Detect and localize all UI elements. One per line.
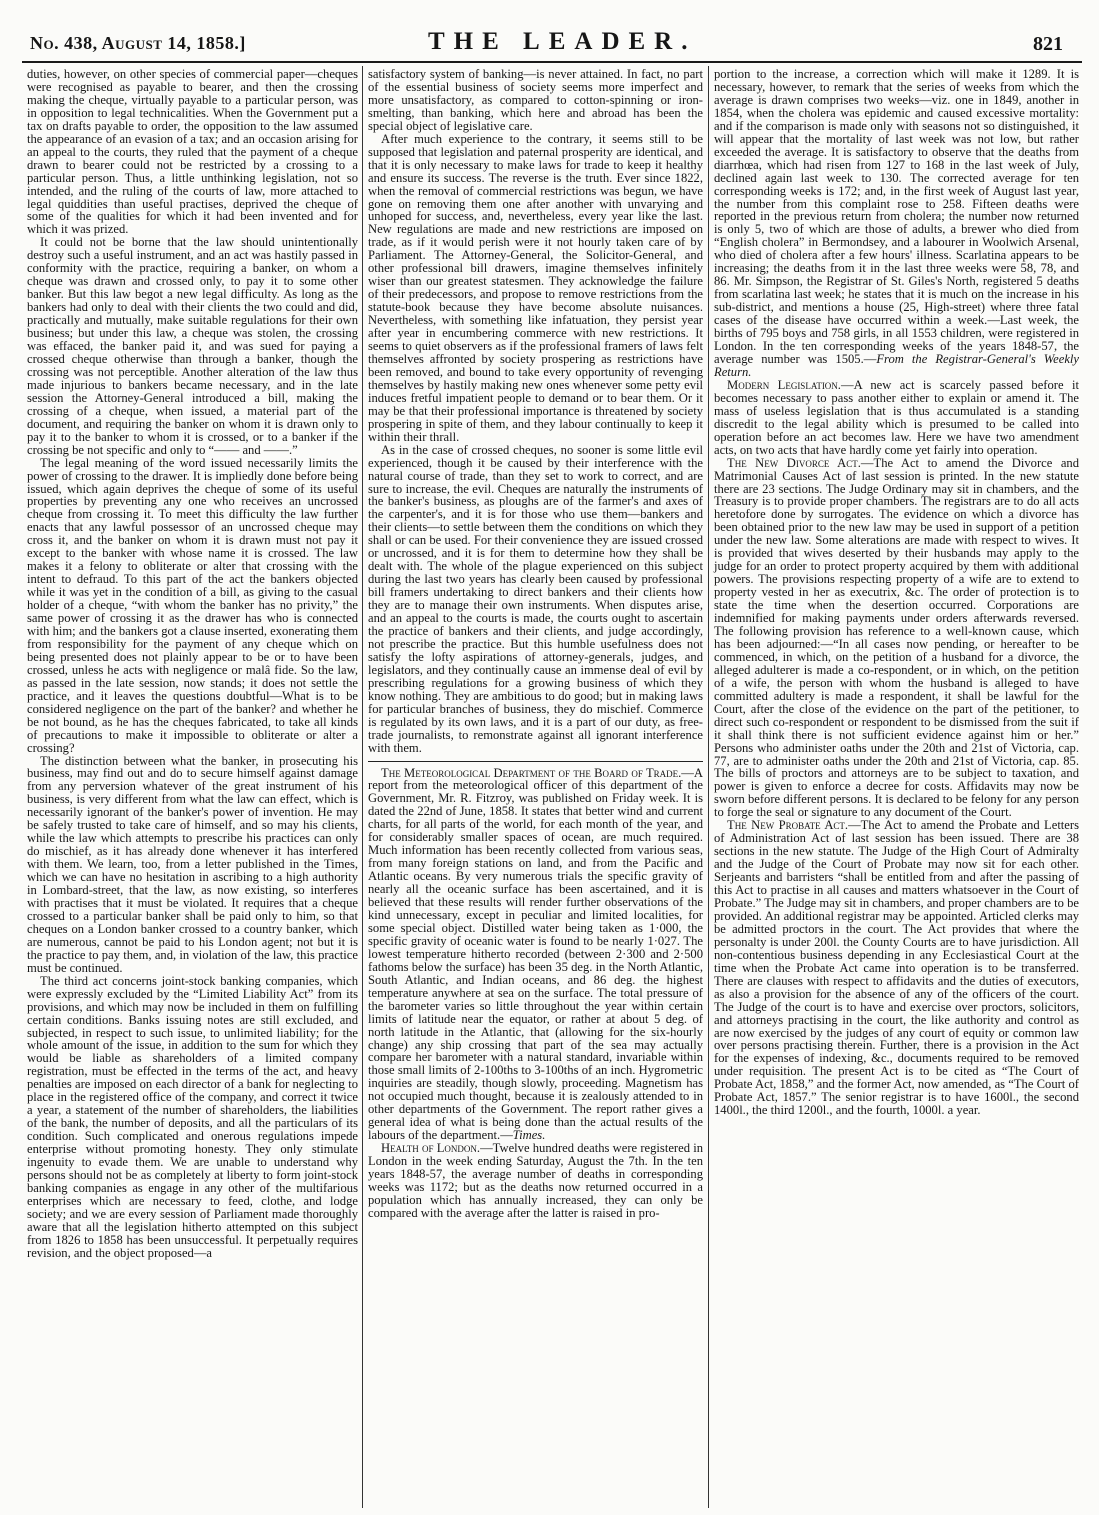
paragraph-body: —A report from the meteorological officer of this department of the Government, Mr. R. Fitzroy, was published on Friday week. It is dated the 22nd of June, 1858. It states that better wind and current charts, for all parts of the world, for each month of the year, and for considerably smaller spaces of ocean, are much required. Much information has been recently collected from various seas, from many foreign stations on land, and from the Pacific and Atlantic oceans. By very numerous trials the specific gravity of nearly all the oceanic surface has been ascertained, and it is believed that these results will render further observations of the kind unnecessary, except in peculiar and limited localities, for some special object. Distilled water being taken as 1·000, the specific gravity of oceanic water is found to be nearly 1·027. The lowest temperature hitherto recorded (between 2·300 and 2·500 fathoms below the surface) has been 35 deg. in the North Atlantic, South Atlantic, and Indian oceans, and 86 deg. the highest temperature anywhere at sea on the surface. The total pressure of the barometer varies so little throughout the year within certain limits of latitude near the equator, or rather at about 5 deg. of north latitude in the Atlantic, that (allowing for the six-hourly change) any ship crossing that part of the sea may actually compare her barometer with a natural standard, invariable within those small limits of 2-100ths to 3-100ths of an inch. Hygrometric inquiries are steadily, though slowly, proceeding. Magnetism has not occupied much thought, because it is zealously attended to in other departments of the Government. The report rather gives a general idea of what is being done than the actual results of the labours of the department.— [368, 765, 703, 1143]
paragraph-heading: The New Probate Act. [727, 818, 849, 833]
column-divider-1 [362, 66, 363, 1508]
header-rule [22, 61, 1082, 63]
meteorological-paragraph [368, 767, 703, 1143]
article-paragraph: It could not be borne that the law should unintentionally destroy such a useful instrument, and an act was hastily passed in conformity with the practice, requiring a banker, on whom a cheque was drawn and crossed only, to pay it to some other banker. But this law begot a new legal difficulty. As long as the bankers had only to deal with their clients the two could and did, practically and mutually, make suitable regulations for their own business; but under this law, a cheque was stolen, the crossing was effaced, the banker paid it, and was sued for paying a crossed cheque otherwise than through a banker, though the crossing was not perceptible. Another alteration of the law thus made injurious to bankers became necessary, and in the late session the Attorney-General introduced a bill, making the crossing of a cheque, when issued, a material part of the document, and requiring the banker on whom it is drawn only to pay it to the banker to whom it is crossed, or to a banker if the crossing be not specific and only to “—— and ——.” [27, 235, 358, 457]
paragraph-heading: Health of London. [381, 1141, 481, 1156]
column-1 [27, 68, 358, 1260]
column-2 [368, 68, 703, 1220]
paragraph-body: —The Act to amend the Probate and Letters of Administration Act of last session has been issued. There are 38 sections in the new statute. The Judge of the High Court of Admiralty and the Judge of the Court of Probate may now sit for each other. Serjeants and barristers “shall be entitled from and after the passing of this Act to practise in all causes and matters whatsoever in the Court of Probate.” The Judge may sit in chambers, and proper chambers are to be provided. An additional registrar may be appointed. Articled clerks may be admitted proctors in the court. The Act provides that where the personalty is under 200l. the County Courts are to have jurisdiction. All non-contentious business depending in any Ecclesiastical Court at the time when the Probate Act came into operation is to be transferred. There are clauses with respect to affidavits and the duties of executors, as also a provision for the absence of any of the officers of the court. The Judge of the court is to have and exercise over proctors, solicitors, and attorneys practising in the court, the like authority and control as are now exercised by the judges of any court of equity or common law over persons practising therein. Further, there is a provision in the Act for the expenses of indexing, &c., documents required to be removed under requisition. The present Act is to be cited as “The Court of Probate Act, 1858,” and the former Act, now amended, as “The Court of Probate Act, 1857.” The senior registrar is to have 1600l., the second 1400l., the third 1200l., and the fourth, 1000l. a year. [714, 818, 1079, 1118]
article-paragraph: The third act concerns joint-stock banking companies, which were expressly excluded by the “Limited Liability Act” from its provisions, and which may now be included in them on fulfilling certain conditions. Banks issuing notes are still excluded, and subjected, in respect to such issue, to unlimited liability; for the whole amount of the issue, in addition to the sum for which they would be liable as shareholders of a limited company registration, must be effected in the terms of the act, and heavy penalties are imposed on each director of a bank for neglecting to place in the registered office of the company, and correct it twice a year, a statement of the number of shareholders, the liabilities of the bank, the number of deposits, and all the particulars of its condition. Such complicated and onerous regulations impede enterprise without promoting honesty. They only stimulate ingenuity to evade them. We are unable to understand why persons should not be as completely at liberty to form joint-stock banking companies as engage in any other of the multifarious enterprises which are necessary to feed, clothe, and lodge society; and we are every session of Parliament made thoroughly aware that all the legislation hitherto attempted on this subject from 1826 to 1858 has been unsuccessful. It perpetually requires revision, and the object proposed—a [27, 973, 358, 1260]
probate-act-paragraph [714, 819, 1079, 1117]
health-paragraph-continued [714, 68, 1079, 379]
issue-line: No. 438, August 14, 1858.] [30, 33, 246, 53]
article-paragraph: satisfactory system of banking—is never attained. In fact, no part of the essential business of society seems more imperfect and more unsatisfactory, as compared to cotton-spinning or iron-smelting, than banking, which here and abroad has been the special object of legislative care. [368, 67, 703, 133]
divorce-act-paragraph [714, 457, 1079, 820]
paragraph-body: portion to the increase, a correction which will make it 1289. It is necessary, however, to remark that the series of weeks from which the average is drawn comprises two weeks—viz. one in 1849, another in 1854, when the cholera was epidemic and caused excessive mortality: and if the comparison is made only with seasons not so distinguished, it will appear that the mortality of last week was not low, but rather exceeded the average. It is satisfactory to observe that the deaths from diarrhœa, which had risen from 127 to 168 in the last week of July, declined again last week to 130. The corrected average for ten corresponding weeks is 172; and, in the first week of August last year, the number from this complaint rose to 258. Fifteen deaths were reported in the previous return from cholera; the number now returned is only 5, two of which are those of adults, a brewer who died from “English cholera” in Bermondsey, and a labourer in Woolwich Arsenal, who died of cholera after a few hours' illness. Scarlatina appears to be increasing; the deaths from it in the last three weeks were 58, 78, and 86. Mr. Simpson, the Registrar of St. Giles's North, registered 5 deaths from scarlatina last week; he states that it is much on the increase in his sub-district, and mentions a house (25, High-street) where three fatal cases of the disease have occurred within a week.—Last week, the births of 795 boys and 758 girls, in all 1553 children, were registered in London. In the ten corresponding weeks of the years 1848-57, the average number was 1505.— [714, 67, 1079, 366]
section-rule [368, 761, 703, 762]
paragraph-body: —A new act is scarcely passed before it becomes necessary to pass another either to explain or amend it. The mass of useless legislation that is thus accumulated is a standing discredit to the legal ability which is presumed to be called into operation before an act becomes law. Here we have two amendment acts, on two acts that have hardly come yet fairly into operation. [714, 377, 1079, 457]
paragraph-body: —The Act to amend the Divorce and Matrimonial Causes Act of last session is printed. In the new statute there are 23 sections. The Judge Ordinary may sit in chambers, and the Treasury is to provide proper chambers. The registrars are to do all acts heretofore done by surrogates. The evidence on which a divorce has been obtained prior to the new law may be used in support of a petition under the new law. Some alterations are made with respect to wives. It is provided that wives deserted by their husbands may apply to the judge for an order to protect property acquired by them with additional powers. The provisions respecting property of a wife are to extend to property vested in her as executrix, &c. The order of protection is to state the time when the desertion occurred. Corporations are indemnified for making payments under orders afterwards reversed. The following provision has reference to a well-known cause, which has been adjourned:—“In all cases now pending, or hereafter to be commenced, in which, on the petition of a husband for a divorce, the alleged adulterer is made a co-respondent, or in which, on the petition of a wife, the person with whom the husband is alleged to have committed adultery is made a respondent, it shall be lawful for the Court, after the close of the evidence on the part of the petitioner, to direct such co-respondent or respondent to be dismissed from the suit if it shall think there is not sufficient evidence against him or her.” Persons who administer oaths under the 20th and 21st of Victoria, cap. 77, are to administer oaths under the 20th and 21st of Victoria, cap. 85. The bills of proctors and attorneys are to be subject to taxation, and power is given to enforce a decree for costs. Affidavits may now be sworn before different persons. It is declared to be felony for any person to forge the seal or signature to any document of the Court. [714, 455, 1080, 820]
paragraph-citation: From the Registrar-General's Weekly Return. [714, 351, 1079, 379]
paragraph-heading: The Meteorological Department of the Board of Trade. [381, 765, 682, 780]
column-3 [714, 68, 1079, 1117]
masthead-title: THE LEADER. [428, 28, 697, 55]
article-paragraph: After much experience to the contrary, it seems still to be supposed that legislation and paternal prosperity are identical, and that it is only necessary to make laws for trade to keep it healthy and ensure its success. The reverse is the truth. Ever since 1822, when the removal of commercial restrictions was begun, we have gone on removing them one after another with unvarying and unhoped for success, and, nevertheless, every year like the last. New regulations are made and new restrictions are imposed on trade, as if it would perish were it not hourly taken care of by Parliament. The Attorney-General, the Solicitor-General, and other professional bill drawers, imagine themselves infinitely wiser than our greatest statesmen. They acknowledge the failure of their predecessors, and propose to remove restrictions from the statute-book because they have become absolute nuisances. Nevertheless, with something like infatuation, they persist year after year in encumbering commerce with new restrictions. It seems to quiet observers as if the professional framers of laws felt themselves affronted by society prospering as restrictions have been removed, and bound to take every opportunity of revenging themselves by hastily making new ones whenever some petty evil induces fretful impatient people to demand or to bear them. Or it may be that their professional importance is threatened by society prospering in spite of them, and they labour continually to keep it within their thrall. [368, 131, 703, 444]
article-paragraph: The distinction between what the banker, in prosecuting his business, may find out and do to secure himself against damage from any perversion whatever of the great instrument of his business, is very different from what the law can effect, which is necessarily ignorant of the banker's power of invention. He may be safely trusted to take care of himself, and so may his clients, while the law which attempts to prescribe his practices can only do mischief, as it has already done whenever it has interfered with them. We learn, too, from a letter published in the Times, which we can have no hesitation in ascribing to a high authority in Lombard-street, that the law, as now existing, so interferes with practises that it must be violated. It requires that a cheque crossed to a particular banker shall be paid only to him, so that cheques on a London banker crossed to a country banker, which are numerous, cannot be paid to his London agent; not but it is the practice to pay them, and, in violation of the law, this practice must be continued. [27, 753, 358, 975]
article-paragraph: duties, however, on other species of commercial paper—cheques were recognised as payable to bearer, and then the crossing making the cheque, virtually payable to a particular person, was in opposition to legal technicalities. When the Government put a tax on drafts payable to order, the opposition to the law assumed the appearance of an evasion of a tax; and an occasion arising for an appeal to the courts, they ruled that the payment of a cheque drawn to bearer could not be restricted by a crossing to a particular person. Thus, a little unthinking legislation, not so intended, and the ruling of the courts of law, more attached to legal quiddities than useful practises, deprived the cheque of some of the qualities for which it had been invented and for which it was prized. [27, 67, 358, 237]
paragraph-heading: The New Divorce Act. [727, 455, 861, 470]
article-paragraph: As in the case of crossed cheques, no sooner is some little evil experienced, though it be caused by their interference with the natural course of trade, than they set to work to correct, and are sure to increase, the evil. Cheques are naturally the instruments of the banker's business, as ploughs are of the farmer's and axes of the carpenter's, and it is for those who use them—bankers and their clients—to settle between them the conditions on which they shall or can be used. For their convenience they are issued crossed or uncrossed, and it is for them to determine how they shall be dealt with. The whole of the plague experienced on this subject during the last two years has clearly been caused by professional bill framers undertaking to direct bankers and their clients how they are to manage their own instruments. When disputes arise, and an appeal to the courts is made, the courts ought to ascertain the practice of bankers and their clients, and judge accordingly, not prescribe the practice. But this humble usefulness does not satisfy the lofty aspirations of attorney-generals, judges, and legislators, and they continually cause an immense deal of evil by prescribing regulations for a growing business of which they know nothing. They are ambitious to do good; but in making laws for particular branches of business, they do mischief. Commerce is regulated by its own laws, and it is a part of our duty, as free-trade journalists, to remonstrate against all ignorant interference with them. [368, 442, 703, 755]
health-paragraph [368, 1142, 703, 1220]
paragraph-citation: Times. [512, 1128, 546, 1143]
paragraph-body: —Twelve hundred deaths were registered in London in the week ending Saturday, August the 7th. In the ten years 1848-57, the average number of deaths in corresponding weeks was 1172; but as the deaths now returned occurred in a population which has annually increased, they can only be compared with the average after the latter is raised in pro- [368, 1141, 704, 1220]
modern-legislation-paragraph [714, 379, 1079, 457]
page-number: 821 [1033, 33, 1063, 55]
column-divider-2 [708, 66, 709, 1508]
article-paragraph: The legal meaning of the word issued necessarily limits the power of crossing to the drawer. It is impliedly done before being issued, which again deprives the cheque of some of its useful properties by preventing any one who receives an uncrossed cheque from crossing it. To meet this difficulty the law further enacts that any lawful possessor of an uncrossed cheque may cross it, and the banker on whom it is drawn must not pay it except to the banker with whose name it is crossed. The law makes it a felony to obliterate or alter that crossing with the intent to defraud. To this part of the act the bankers objected while it was yet in the condition of a bill, as giving to the casual holder of a cheque, “with whom the banker has no privity,” the same power of crossing it as the drawer has who is connected with him; and the bankers got a clause inserted, exonerating them from responsibility for the payment of any cheque which on being presented does not plainly appear to be or to have been crossed, unless he acts with negligence or malâ fide. So the law, as passed in the late session, now stands; it does not settle the practice, and it leaves the questions doubtful—What is to be considered negligence on the part of the banker? and whether he be not bound, as he has the cheques fabricated, to take all kinds of precautions to make it impossible to obliterate or alter a crossing? [27, 455, 358, 755]
paragraph-heading: Modern Legislation. [727, 377, 841, 392]
